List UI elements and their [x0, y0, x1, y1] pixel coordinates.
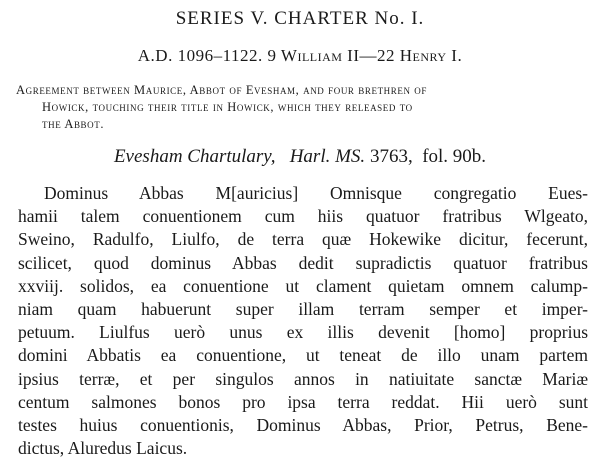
- source-number: 3763,: [369, 146, 413, 167]
- text-line: xxviij. solidos, ea conuentione ut clament quietam omnem calump-: [18, 275, 588, 296]
- text-line: testes huius conuentionis, Dominus Abbas, Prior, Petrus, Bene-: [18, 415, 588, 436]
- text-line: scilicet, quod dominus Abbas dedit supradictis quatuor fratribus: [18, 252, 588, 273]
- source-ms: Harl. MS.: [289, 146, 366, 167]
- text-line: domini Abbatis ea conuentione, ut teneat de illo unam partem: [18, 345, 588, 366]
- charter-text: [18, 182, 588, 460]
- text-line: centum salmones bonos pro ipsa terra reddat. Hii uerò sunt: [18, 391, 588, 412]
- text-line: Dominus Abbas M[auricius] Omnisque congregatio Eues-: [44, 183, 588, 203]
- source-citation: [0, 146, 600, 168]
- text-line: dictus, Aluredus Laicus.: [18, 438, 188, 459]
- text-line: Sweino, Radulfo, Liulfo, de terra quæ Hokewike dicitur, fecerunt,: [18, 229, 588, 250]
- source-folio: fol. 90b.: [422, 146, 487, 167]
- series-heading: SERIES V. CHARTER No. I.: [175, 8, 425, 29]
- text-line: petuum. Liulfus uerò unus ex illis devenit [homo] proprius: [18, 322, 588, 343]
- charter-summary: [16, 82, 588, 133]
- text-line: hamii talem conuentionem cum hiis quatuor fratribus Wlgeato,: [18, 206, 588, 227]
- source-chartulary: Evesham Chartulary,: [113, 146, 276, 167]
- summary-line-2: Howick, touching their title in Howick, which they released to: [42, 100, 413, 114]
- summary-line-3: the Abbot.: [42, 117, 105, 131]
- text-line: niam quam habuerunt super illam terram semper et imper-: [18, 299, 588, 320]
- summary-line-1: Agreement between Maurice, Abbot of Evesham, and four brethren of: [16, 83, 427, 97]
- text-line: ipsius terræ, et per singulos annos in natiuitate sanctæ Mariæ: [18, 368, 588, 389]
- date-heading: A.D. 1096–1122. 9 William II—22 Henry I.: [137, 46, 463, 65]
